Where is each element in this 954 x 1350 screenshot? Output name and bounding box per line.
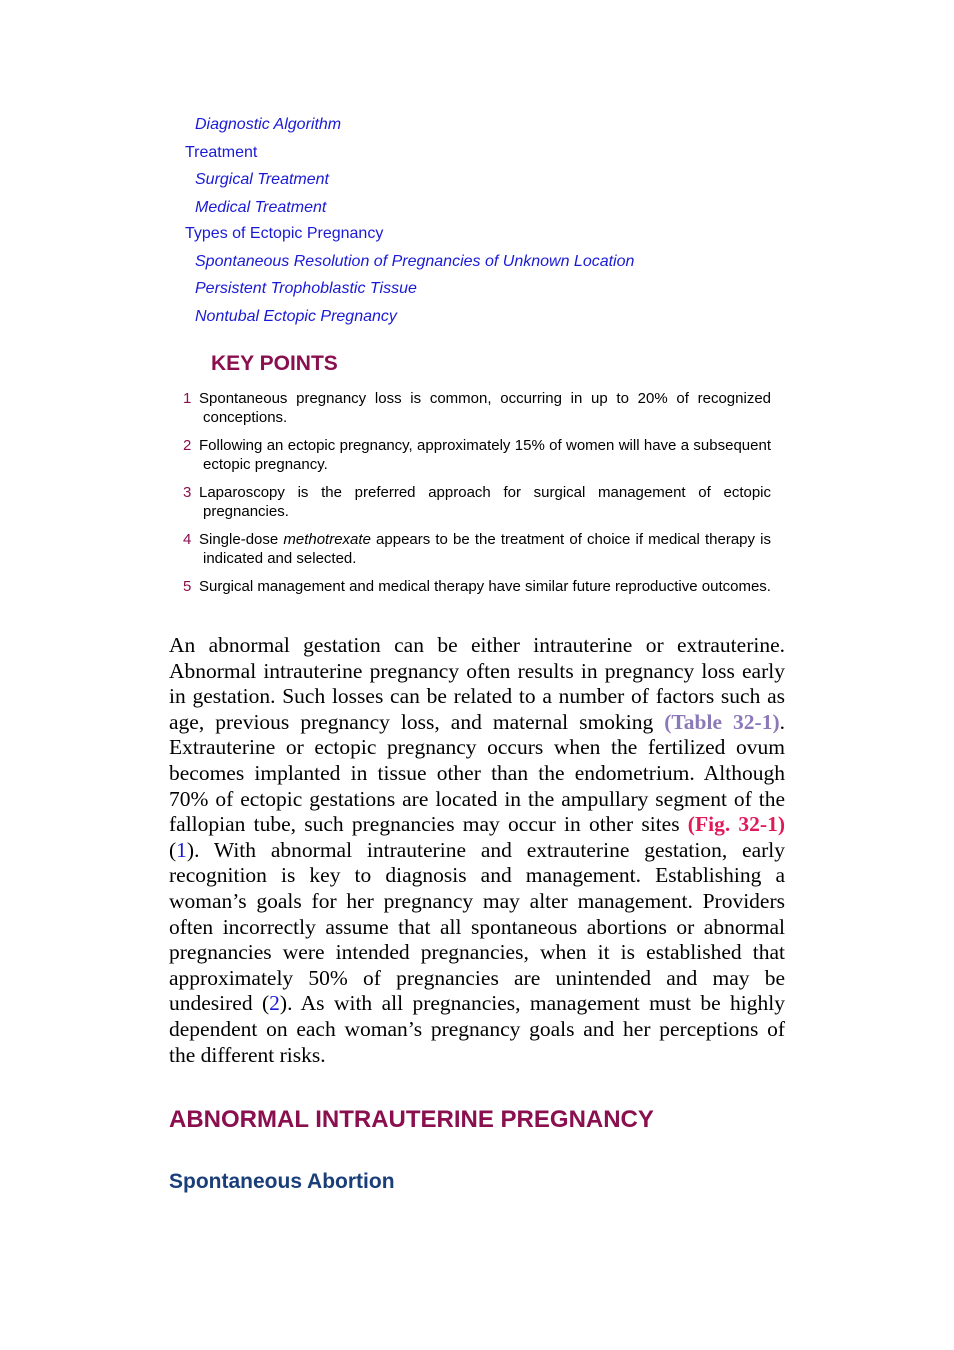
key-point-number: 1: [183, 390, 192, 407]
toc-link-treatment[interactable]: Treatment: [185, 144, 258, 161]
toc-link-persistent-trophoblastic-tissue[interactable]: Persistent Trophoblastic Tissue: [195, 280, 417, 297]
section-heading: ABNORMAL INTRAUTERINE PREGNANCY: [169, 1106, 654, 1133]
table-reference-link[interactable]: (Table 32-1): [664, 709, 780, 734]
paragraph-text: An abnormal gestation can be either intrauterine or extrauterine. Abnormal intrauterine pregnancy often results in pregnancy loss early in gestation. Such losses can be related to a number of factors such as age, previous pregnancy loss, and maternal smoking: [169, 633, 785, 734]
citation-link-1[interactable]: 1: [176, 837, 187, 862]
key-points-heading: KEY POINTS: [211, 352, 338, 375]
intro-paragraph: [169, 633, 785, 1068]
subsection-heading: Spontaneous Abortion: [169, 1170, 395, 1193]
key-point-item: [183, 483, 771, 521]
key-point-number: 5: [183, 578, 192, 595]
key-point-text: Spontaneous pregnancy loss is common, occurring in up to 20% of recognized conceptions.: [199, 390, 771, 426]
key-point-text: Laparoscopy is the preferred approach for surgical management of ectopic pregnancies.: [199, 484, 771, 520]
paragraph-text: (: [169, 837, 177, 862]
toc-link-diagnostic-algorithm[interactable]: Diagnostic Algorithm: [195, 116, 342, 133]
toc-link-types-of-ectopic-pregnancy[interactable]: Types of Ectopic Pregnancy: [185, 225, 384, 242]
key-point-number: 2: [183, 437, 192, 454]
key-point-number: 3: [183, 484, 192, 501]
paragraph-text: ). With abnormal intrauterine and extrauterine gestation, early recognition is key to diagnosis and management. Establishing a woman’s goals for her pregnancy may alter management. Providers often incorrectly assume that all spontaneous abortions or abnormal pregnancies were intended pregnancies, when it is established that approximately 50% of pregnancies are unintended and may be undesired (: [169, 837, 785, 1016]
key-point-text: Surgical management and medical therapy have similar future reproductive outcomes.: [199, 578, 771, 595]
toc-link-medical-treatment[interactable]: Medical Treatment: [195, 199, 327, 216]
key-point-item: [183, 389, 771, 427]
key-point-number: 4: [183, 531, 192, 548]
key-point-drug-name: methotrexate: [283, 531, 371, 548]
toc-link-spontaneous-resolution[interactable]: Spontaneous Resolution of Pregnancies of Unknown Location: [195, 253, 635, 270]
key-point-item: [183, 436, 771, 474]
key-point-item: [183, 577, 771, 596]
toc-link-surgical-treatment[interactable]: Surgical Treatment: [195, 171, 329, 188]
key-point-item: [183, 530, 771, 568]
figure-reference-link[interactable]: (Fig. 32-1): [687, 812, 785, 837]
citation-link-2[interactable]: 2: [269, 991, 280, 1016]
key-point-text-before: Single-dose: [199, 531, 284, 548]
key-points-list: [183, 389, 771, 605]
key-point-text-after: appears to be the treatment of choice if medical therapy is indicated and selected.: [203, 531, 771, 567]
key-point-text: Following an ectopic pregnancy, approximately 15% of women will have a subsequent ectopic pregnancy.: [199, 437, 771, 473]
toc-link-nontubal-ectopic-pregnancy[interactable]: Nontubal Ectopic Pregnancy: [195, 308, 397, 325]
paragraph-text: . Extrauterine or ectopic pregnancy occurs when the fertilized ovum becomes implanted in tissue other than the endometrium. Although 70% of ectopic gestations are located in the ampullary segment of the fallopian tube, such pregnancies may occur in other sites: [169, 709, 785, 837]
paragraph-text: ). As with all pregnancies, management must be highly dependent on each woman’s pregnancy goals and her perceptions of the different risks.: [169, 991, 785, 1067]
